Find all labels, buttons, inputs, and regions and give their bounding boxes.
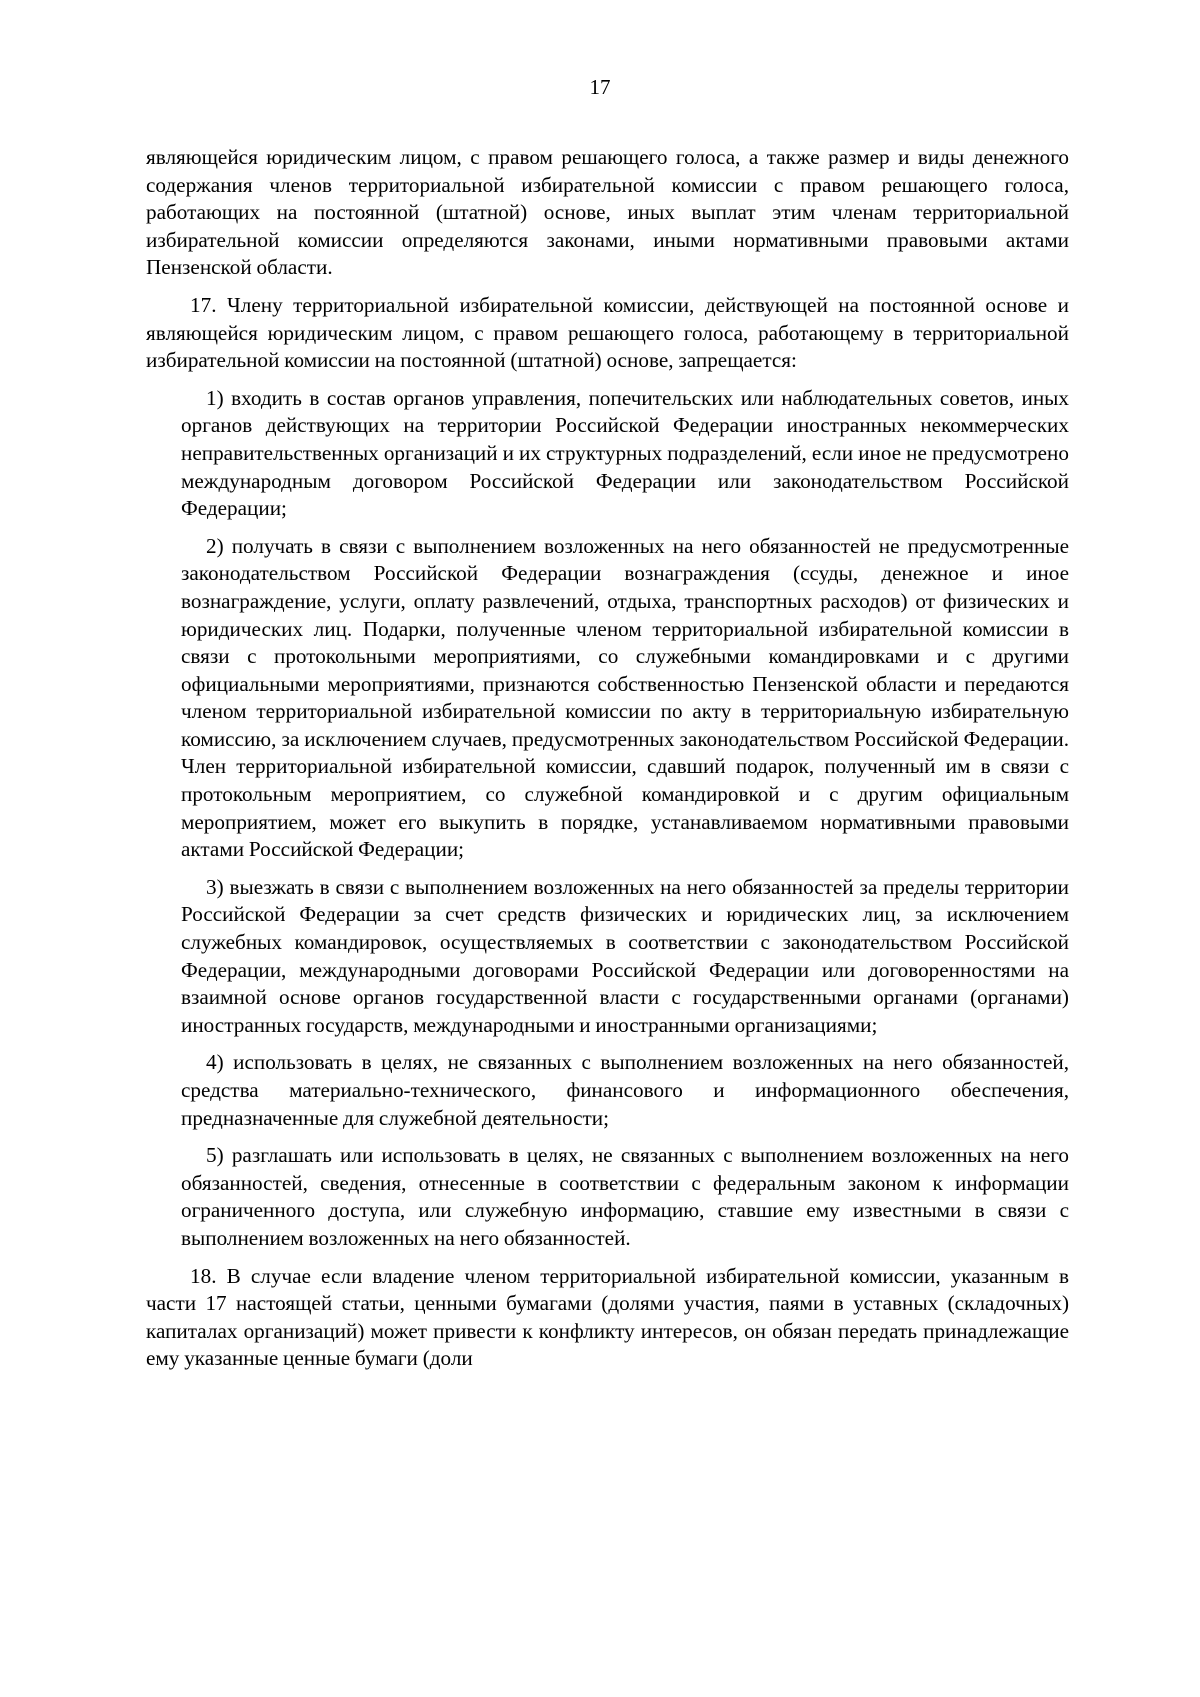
list-item-1: 1) входить в состав органов управления, попечительских или наблюдательных советов, иных органов действующих на территории Российской Федерации иностранных некоммерческих неправительственных организаций и их структурных подразделений, если иное не предусмотрено международным договором Российской Федерации или законодательством Российской Федерации; [181,385,1069,521]
document-body [146,144,1069,1383]
list-item-4: 4) использовать в целях, не связанных с выполнением возложенных на него обязанностей, средства материально-технического, финансового и информационного обеспечения, предназначенные для служебной деятельности; [181,1050,1069,1130]
paragraph-18: 18. В случае если владение членом территориальной избирательной комиссии, указанным в части 17 настоящей статьи, ценными бумагами (долями участия, паями в уставных (складочных) капиталах организаций) может привести к конфликту интересов, он обязан передать принадлежащие ему указанные ценные бумаги (доли [146,1263,1069,1371]
paragraph-continuation: являющейся юридическим лицом, с правом решающего голоса, а также размер и виды денежного содержания членов территориальной избирательной комиссии с правом решающего голоса, работающих на постоянной (штатной) основе, иных выплат этим членам территориальной избирательной комиссии определяются законами, иными нормативными правовыми актами Пензенской области. [146,145,1069,280]
list-item-2: 2) получать в связи с выполнением возложенных на него обязанностей не предусмотренные законодательством Российской Федерации вознаграждения (ссуды, денежное и иное вознаграждение, услуги, оплату развлечений, отдыха, транспортных расходов) от физических и юридических лиц. Подарки, полученные членом территориальной избирательной комиссии в связи с протокольными мероприятиями, со служебными командировками и с другими официальными мероприятиями, признаются собственностью Пензенской области и передаются членом территориальной избирательной комиссии по акту в территориальную избирательную комиссию, за исключением случаев, предусмотренных законодательством Российской Федерации. Член территориальной избирательной комиссии, сдавший подарок, полученный им в связи с протокольным мероприятием, со служебной командировкой и с другим официальным мероприятием, может его выкупить в порядке, устанавливаемом нормативными правовыми актами Российской Федерации; [181,533,1069,862]
page-number: 17 [589,75,611,99]
list-item-3: 3) выезжать в связи с выполнением возложенных на него обязанностей за пределы территории Российской Федерации за счет средств физических и юридических лиц, за исключением служебных командировок, осуществляемых в соответствии с законодательством Российской Федерации, международными договорами Российской Федерации или договоренностями на взаимной основе органов государственной власти с государственными органами (органами) иностранных государств, международными и иностранными организациями; [181,874,1069,1037]
list-item-5: 5) разглашать или использовать в целях, не связанных с выполнением возложенных на него обязанностей, сведения, отнесенные в соответствии с федеральным законом к информации ограниченного доступа, или служебную информацию, ставшие ему известными в связи с выполнением возложенных на него обязанностей. [181,1143,1069,1250]
paragraph-17: 17. Члену территориальной избирательной комиссии, действующей на постоянной основе и являющейся юридическим лицом, с правом решающего голоса, работающему в территориальной избирательной комиссии на постоянной (штатной) основе, запрещается: [146,292,1069,373]
